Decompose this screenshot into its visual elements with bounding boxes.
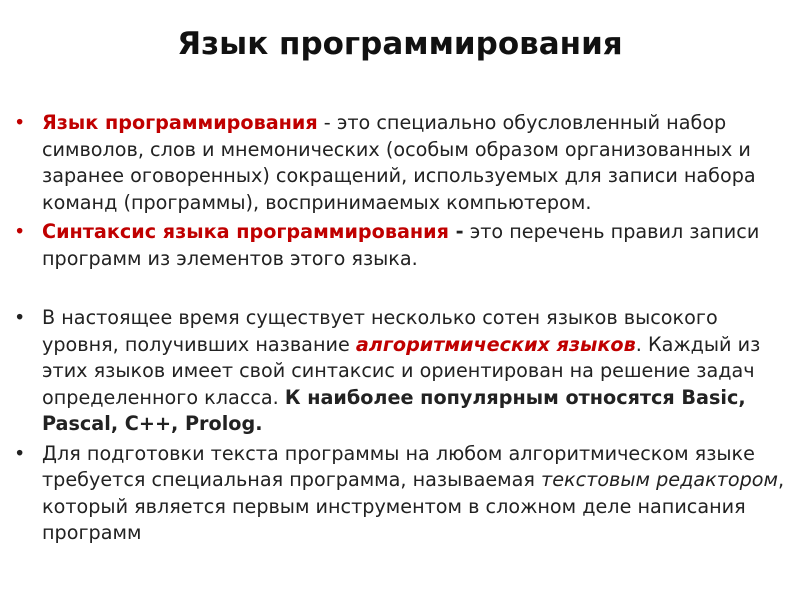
bullet-list	[14, 110, 794, 547]
term-syntax: Синтаксис языка программирования	[42, 220, 449, 243]
bullet-marker: •	[14, 441, 26, 465]
editor-text-a: Для подготовки текста программы на любом алгоритмическом языке требуется специальная программа, называемая	[42, 441, 755, 491]
slide-title: Язык программирования	[177, 26, 623, 62]
bullet-marker: •	[14, 220, 26, 243]
bullet-item-editor	[14, 441, 794, 547]
bullet-marker: •	[14, 306, 26, 329]
bullet-item-definition	[14, 110, 794, 216]
bullet-item-languages	[14, 305, 794, 438]
bullet-item-syntax	[14, 219, 794, 272]
definition-text: - это специально обусловленный набор символов, слов и мнемонических (особым образом организованных и заранее оговоренных) сокращений, используемых для записи набора команд (программы), воспринимаемых компьютером.	[42, 111, 756, 214]
syntax-text: это перечень правил записи программ из элементов этого языка.	[42, 220, 760, 270]
term-algorithmic-languages: алгоритмических языков	[355, 332, 636, 356]
editor-text-b: , который является первым инструментом в сложном деле написания программ	[42, 468, 785, 544]
languages-text-b: . Каждый из этих языков имеет свой синтаксис и ориентирован на решение задач определенного класса.	[42, 332, 761, 409]
languages-text-a: В настоящее время существует несколько сотен языков высокого уровня, получивших название	[42, 306, 718, 356]
popular-languages-text: К наиболее популярным относятся Basic, Pascal, C++, Prolog.	[42, 385, 746, 435]
term-programming-language: Язык программирования	[42, 111, 318, 134]
term-text-editor: текстовым редактором	[541, 468, 778, 491]
bullet-marker: •	[14, 111, 26, 134]
syntax-dash: -	[448, 220, 464, 243]
